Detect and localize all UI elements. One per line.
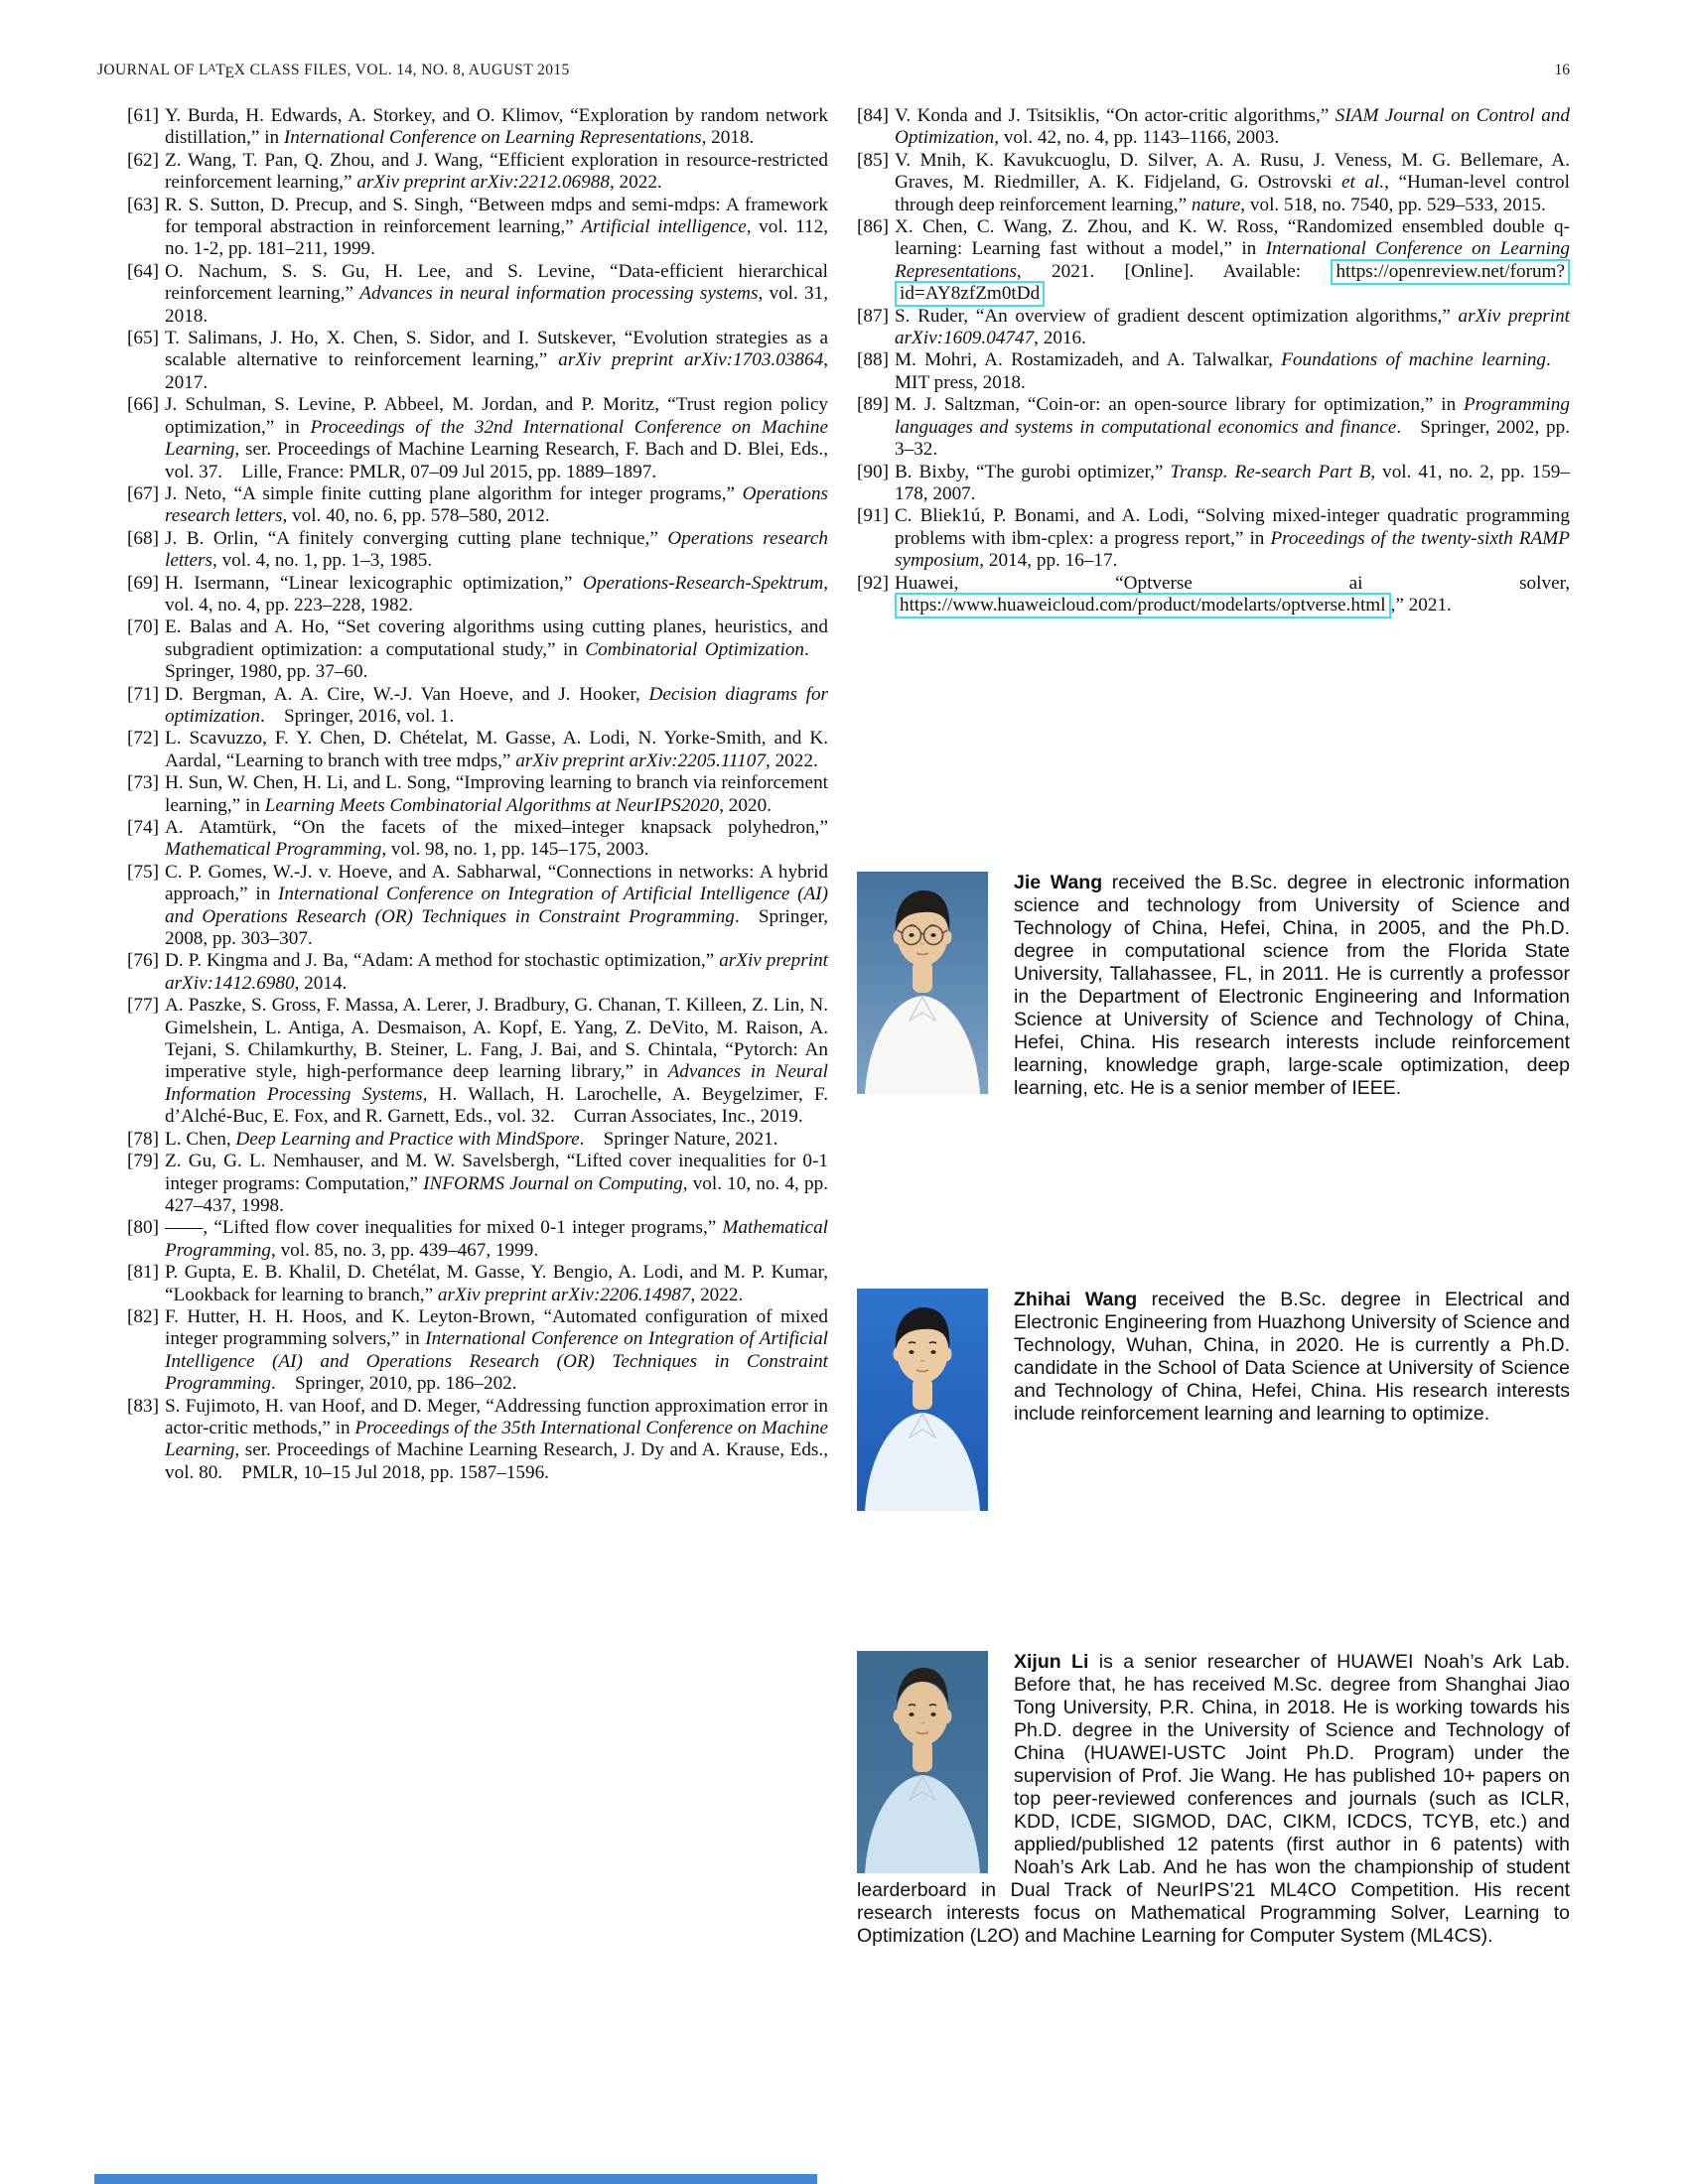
reference-text: H. Sun, W. Chen, H. Li, and L. Song, “Improving learning to branch via reinforcement learning,” in [165,772,828,816]
reference-text: ——, “Lifted flow cover inequalities for mixed 0-1 integer programs,” [165,1217,723,1239]
reference-item [857,216,1570,306]
reference-number: [81] [127,1262,159,1284]
reference-number: [62] [127,149,159,171]
reference-text: O. Nachum, S. S. Gu, H. Lee, and S. Levine, “Data-efficient hierarchical reinforcement learning,” [165,260,828,305]
journal-header-text: JOURNAL OF L [97,62,209,78]
reference-item [857,306,1570,350]
reference-number: [72] [127,728,159,750]
reference-text: J. Schulman, S. Levine, P. Abbeel, M. Jordan, and P. Moritz, “Trust region policy optimization,” in [165,394,828,438]
reference-item [127,573,828,617]
reference-italic-text: Proceedings of the 35th International Conference on Machine Learning [165,1417,828,1461]
reference-italic-text: Proceedings of the twenty-sixth RAMP symposium [895,527,1570,572]
reference-text: , 2017. [165,349,828,393]
reference-italic-text: nature [1191,194,1241,215]
reference-italic-text: International Conference on Learning Representations [895,238,1571,282]
reference-number: [78] [127,1128,159,1150]
reference-text: , 2018. [701,127,755,149]
reference-italic-text: arXiv preprint arXiv:1609.04747 [895,305,1571,349]
reference-text: , ser. Proceedings of Machine Learning Research, F. Bach and D. Blei, Eds., vol. 37. Lille, France: PMLR, 07–09 Jul 2015, pp. 1889–1897. [165,439,828,482]
reference-number: [68] [127,527,159,549]
reference-text: A. Atamtürk, “On the facets of the mixed–integer knapsack polyhedron,” [165,817,828,838]
reference-italic-text: Operations-Research-Spektrum [582,572,824,594]
reference-text: V. Konda and J. Tsitsiklis, “On actor-critic algorithms,” [895,105,1336,126]
reference-item [857,462,1570,506]
reference-item [127,995,828,1128]
reference-italic-text: Proceedings of the 32nd International Conference on Machine Learning [165,416,828,461]
reference-italic-text: Transp. Re-search Part B [1170,461,1371,482]
reference-italic-text: Advances in Neural Information Processing Systems [165,1061,828,1105]
reference-item [127,528,828,573]
reference-item [127,105,828,150]
reference-italic-text: arXiv preprint arXiv:1703.03864 [558,349,824,371]
reference-text: . Springer Nature, 2021. [579,1128,778,1150]
reference-item [127,616,828,683]
reference-text: , vol. 112, no. 1-2, pp. 181–211, 1999. [165,216,828,260]
reference-text: , vol. 98, no. 1, pp. 145–175, 2003. [381,839,649,861]
reference-italic-text: Foundations of machine learning [1281,349,1547,371]
reference-text: H. Isermann, “Linear lexicographic optimization,” [165,572,583,594]
reference-italic-text: Mathematical Programming [165,839,382,861]
reference-number: [83] [127,1395,159,1417]
reference-italic-text: SIAM Journal on Control and Optimization [895,105,1570,149]
reference-text: ,” 2021. [1390,594,1452,615]
reference-text: L. Scavuzzo, F. Y. Chen, D. Chételat, M. Gasse, A. Lodi, N. Yorke-Smith, and K. Aardal, “Learning to branch with tree mdps,” [165,728,828,771]
reference-text: F. Hutter, H. H. Hoos, and K. Leyton-Brown, “Automated configuration of mixed integer programming solvers,” in [165,1305,828,1350]
author-bio [857,1651,1570,1948]
reference-item [857,349,1570,394]
reference-text: , vol. 41, no. 2, pp. 159–178, 2007. [895,461,1570,504]
reference-number: [79] [127,1151,159,1172]
reference-text: , 2022. [690,1284,744,1305]
reference-link[interactable]: https://openreview.net/forum?id=AY8zfZm0tDd [895,259,1570,307]
author-name: Xijun Li [1014,1651,1089,1673]
reference-number: [85] [857,149,889,171]
reference-number: [65] [127,328,159,349]
reference-text: Z. Wang, T. Pan, Q. Zhou, and J. Wang, “Efficient exploration in resource-restricted reinforcement learning,” [165,149,828,194]
reference-number: [87] [857,305,889,327]
reference-number: [66] [127,394,159,416]
reference-item [857,150,1570,216]
reference-text: , 2014, pp. 16–17. [979,550,1118,572]
reference-text: , vol. 85, no. 3, pp. 439–467, 1999. [270,1239,539,1261]
author-name: Jie Wang [1014,872,1103,893]
reference-italic-text: Deep Learning and Practice with MindSpore [235,1128,580,1150]
reference-link[interactable]: https://www.huaweicloud.com/product/modelarts/optverse.html [895,593,1391,618]
reference-text: , 2020. [719,794,772,816]
author-bio [857,872,1570,1100]
reference-text: S. Ruder, “An overview of gradient descent optimization algorithms,” [895,305,1459,327]
reference-italic-text: Programming languages and systems in computational economics and finance [895,394,1570,438]
reference-item [127,1262,828,1306]
reference-item [127,261,828,328]
reference-italic-text: Operations research letters [165,482,828,527]
reference-number: [69] [127,572,159,594]
reference-item [127,1396,828,1485]
reference-italic-text: Mathematical Programming [165,1217,828,1261]
reference-text: , 2016. [1034,328,1086,349]
reference-text: T. Salimans, J. Ho, X. Chen, S. Sidor, and I. Sutskever, “Evolution strategies as a scalable alternative to reinforcement learning,” [165,328,828,371]
reference-text: S. Fujimoto, H. van Hoof, and D. Meger, “Addressing function approximation error in actor-critic methods,” in [165,1395,828,1438]
reference-text: . Springer, 2016, vol. 1. [259,705,455,727]
reference-text: . Springer, 2002, pp. 3–32. [895,416,1570,461]
reference-italic-text: Artificial intelligence [581,216,747,238]
reference-text: D. P. Kingma and J. Ba, “Adam: A method for stochastic optimization,” [165,950,720,972]
reference-item [127,1129,828,1151]
reference-number: [84] [857,105,889,126]
bottom-blue-bar [94,2174,817,2184]
latex-logo-x: X [233,62,246,78]
reference-item [127,1306,828,1396]
reference-item [127,817,828,862]
reference-item [127,1217,828,1262]
reference-text: , 2022. [609,172,662,194]
reference-text: P. Gupta, E. B. Khalil, D. Chetélat, M. Gasse, Y. Bengio, A. Lodi, and M. P. Kumar, “Lookback for learning to branch,” [165,1262,828,1305]
reference-number: [61] [127,105,159,126]
reference-number: [82] [127,1305,159,1327]
reference-number: [80] [127,1217,159,1239]
reference-item [857,105,1570,150]
reference-italic-text: arXiv preprint arXiv:2212.06988 [356,172,610,194]
reference-text: Y. Burda, H. Edwards, A. Storkey, and O. Klimov, “Exploration by random network distillation,” in [165,105,828,149]
reference-text: C. P. Gomes, W.-J. v. Hoeve, and A. Sabharwal, “Connections in networks: A hybrid approach,” in [165,861,828,905]
latex-logo-e: E [224,65,235,82]
reference-text: . Springer, 2010, pp. 186–202. [270,1373,517,1395]
reference-text: . MIT press, 2018. [895,349,1571,393]
reference-text: J. Neto, “A simple finite cutting plane algorithm for integer programs,” [165,482,743,504]
reference-number: [75] [127,861,159,883]
reference-text: , vol. 10, no. 4, pp. 427–437, 1998. [165,1172,828,1216]
reference-number: [73] [127,772,159,794]
reference-text: R. S. Sutton, D. Precup, and S. Singh, “Between mdps and semi-mdps: A framework for temporal abstraction in reinforcement learning,” [165,194,828,238]
journal-header-rest: CLASS FILES, VOL. 14, NO. 8, AUGUST 2015 [245,62,570,78]
reference-number: [64] [127,260,159,282]
reference-italic-text: et al. [1341,172,1385,194]
latex-logo-a: A [208,62,216,74]
author-name: Zhihai Wang [1014,1289,1138,1310]
reference-italic-text: Advances in neural information processing systems [359,283,759,305]
journal-header [97,62,570,82]
reference-number: [70] [127,616,159,638]
reference-item [127,1151,828,1217]
reference-italic-text: Combinatorial Optimization [585,638,805,660]
bio-text: Jie Wang received the B.Sc. degree in electronic information science and technology from University of Science and Technology of China, Hefei, China, in 2005, and the Ph.D. degree in computational science from the Florida State University, Tallahassee, FL, in 2011. He is currently a professor in the Department of Electronic Engineering and Information Science at University of Science and Technology of China, Hefei, China. His research interests include reinforcement learning, knowledge graph, large-scale optimization, deep learning, etc. He is a senior member of IEEE. [1014,872,1570,1099]
reference-text: , vol. 40, no. 6, pp. 578–580, 2012. [282,505,550,527]
reference-text: C. Bliek1ú, P. Bonami, and A. Lodi, “Solving mixed-integer quadratic programming problems with ibm-cplex: a progress report,” in [895,505,1570,549]
reference-text: , “Human-level control through deep reinforcement learning,” [895,172,1570,215]
reference-number: [76] [127,950,159,972]
bio-text: Zhihai Wang received the B.Sc. degree in Electrical and Electronic Engineering from Huazhong University of Science and Technology, Wuhan, China, in 2020. He is currently a Ph.D. candidate in the School of Data Science at University of Science and Technology of China, Hefei, China. His research interests include reinforcement learning and learning to optimize. [1014,1289,1571,1425]
reference-text: . Springer, 1980, pp. 37–60. [165,638,828,683]
reference-text: A. Paszke, S. Gross, F. Massa, A. Lerer, J. Bradbury, G. Chanan, T. Killeen, Z. Lin, N. Gimelshein, L. Antiga, A. Desmaison, A. Kopf, E. Yang, Z. DeVito, M. Raison, A. Tejani, S. Chilamkurthy, B. Steiner, L. Fang, J. Bai, and S. Chintala, “Pytorch: An imperative style, high-performance deep learning library,” in [165,995,828,1083]
reference-number: [88] [857,349,889,371]
reference-number: [91] [857,505,889,527]
reference-item [127,394,828,483]
latex-logo-t: T [215,62,226,78]
reference-item [857,394,1570,461]
reference-italic-text: International Conference on Integration of Artificial Intelligence (AI) and Operations Research (OR) Techniques in Constraint Programming [165,1328,829,1395]
reference-text: , vol. 518, no. 7540, pp. 529–533, 2015. [1240,194,1546,215]
reference-number: [67] [127,482,159,504]
reference-italic-text: Learning Meets Combinatorial Algorithms at NeurIPS2020 [264,794,720,816]
reference-text: , vol. 31, 2018. [165,283,829,327]
reference-item [127,950,828,995]
reference-item [857,505,1570,572]
reference-number: [90] [857,461,889,482]
reference-text: , 2014. [294,972,348,994]
reference-item [127,195,828,261]
reference-italic-text: INFORMS Journal on Computing [423,1172,683,1194]
reference-text: , ser. Proceedings of Machine Learning Research, J. Dy and A. Krause, Eds., vol. 80. PMLR, 10–15 Jul 2018, pp. 1587–1596. [165,1439,828,1483]
reference-number: [74] [127,817,159,838]
references-column-left [127,105,828,1484]
reference-text: J. B. Orlin, “A finitely converging cutting plane technique,” [165,527,668,549]
reference-italic-text: International Conference on Integration of Artificial Intelligence (AI) and Operations Research (OR) Techniques in Constraint Programming [165,884,828,927]
reference-text: , H. Wallach, H. Larochelle, A. Beygelzimer, F. d’Alché-Buc, E. Fox, and R. Garnett, Eds., vol. 32. Curran Associates, Inc., 2019. [165,1083,828,1128]
reference-italic-text: arXiv preprint arXiv:2205.11107 [515,750,766,771]
author-bio [857,1289,1570,1511]
author-photo [857,1651,988,1873]
reference-text: B. Bixby, “The gurobi optimizer,” [895,461,1171,482]
author-photo [857,872,988,1094]
reference-text: X. Chen, C. Wang, Z. Zhou, and K. W. Ross, “Randomized ensembled double q-learning: Learning fast without a model,” in [895,216,1570,260]
reference-text: . Springer, 2008, pp. 303–307. [165,905,828,950]
reference-text: L. Chen, [165,1128,236,1150]
reference-text: M. J. Saltzman, “Coin-or: an open-source library for optimization,” in [895,394,1465,416]
references-column-right [857,105,1570,616]
reference-item [127,684,828,729]
reference-text: , vol. 42, no. 4, pp. 1143–1166, 2003. [994,127,1280,149]
reference-number: [89] [857,394,889,416]
reference-number: [77] [127,995,159,1017]
reference-item [127,328,828,394]
reference-text: Z. Gu, G. L. Nemhauser, and M. W. Savelsbergh, “Lifted cover inequalities for 0-1 integer programs: Computation,” [165,1151,828,1194]
reference-italic-text: International Conference on Learning Representations [283,127,702,149]
reference-number: [63] [127,194,159,215]
reference-item [127,772,828,817]
page-number: 16 [1554,62,1570,78]
reference-text: , vol. 4, no. 4, pp. 223–228, 1982. [165,572,828,615]
reference-number: [86] [857,216,889,238]
reference-item [127,150,828,195]
reference-text: M. Mohri, A. Rostamizadeh, and A. Talwalkar, [895,349,1282,371]
reference-text: V. Mnih, K. Kavukcuoglu, D. Silver, A. A. Rusu, J. Veness, M. G. Bellemare, A. Graves, M. Riedmiller, A. K. Fidjeland, G. Ostrovski [895,149,1570,194]
reference-italic-text: arXiv preprint arXiv:2206.14987 [437,1284,691,1305]
reference-text: E. Balas and A. Ho, “Set covering algorithms using cutting planes, heuristics, and subgradient optimization: a computational study,” in [165,616,828,660]
reference-italic-text: Operations research letters [165,527,828,572]
reference-italic-text: arXiv preprint arXiv:1412.6980 [165,950,828,994]
reference-item [127,862,828,951]
author-photo [857,1289,988,1511]
reference-italic-text: Decision diagrams for optimization [165,683,829,727]
reference-text: Huawei, “Optverse ai solver, [895,572,1570,594]
reference-text: , 2022. [765,750,818,771]
reference-item [127,483,828,528]
reference-text: , 2021. [Online]. Available: [1016,260,1332,282]
reference-number: [92] [857,572,889,594]
reference-text: , vol. 4, no. 1, pp. 1–3, 1985. [211,550,433,572]
bio-text: Xijun Li is a senior researcher of HUAWEI Noah’s Ark Lab. Before that, he has received M.Sc. degree from Shanghai Jiao Tong University, P.R. China, in 2018. He is working towards his Ph.D. degree in the University of Science and Technology of China (HUAWEI-USTC Joint Ph.D. Program) under the supervision of Prof. Jie Wang. He has published 10+ papers on top peer-reviewed conferences and journals (such as ICLR, KDD, ICDE, SIGMOD, DAC, CIKM, ICDCS, TCYB, etc.) and applied/published 12 patents (first author in 6 patents) with Noah’s Ark Lab. And he has won the championship of student learderboard in Dual Track of NeurIPS’21 ML4CO Competition. His recent research interests focus on Mathematical Programming Solver, Learning to Optimization (L2O) and Machine Learning for Computer System (ML4CS). [857,1651,1570,1947]
reference-item [857,573,1570,617]
reference-item [127,728,828,772]
reference-number: [71] [127,683,159,705]
reference-text: D. Bergman, A. A. Cire, W.-J. Van Hoeve, and J. Hooker, [165,683,649,705]
